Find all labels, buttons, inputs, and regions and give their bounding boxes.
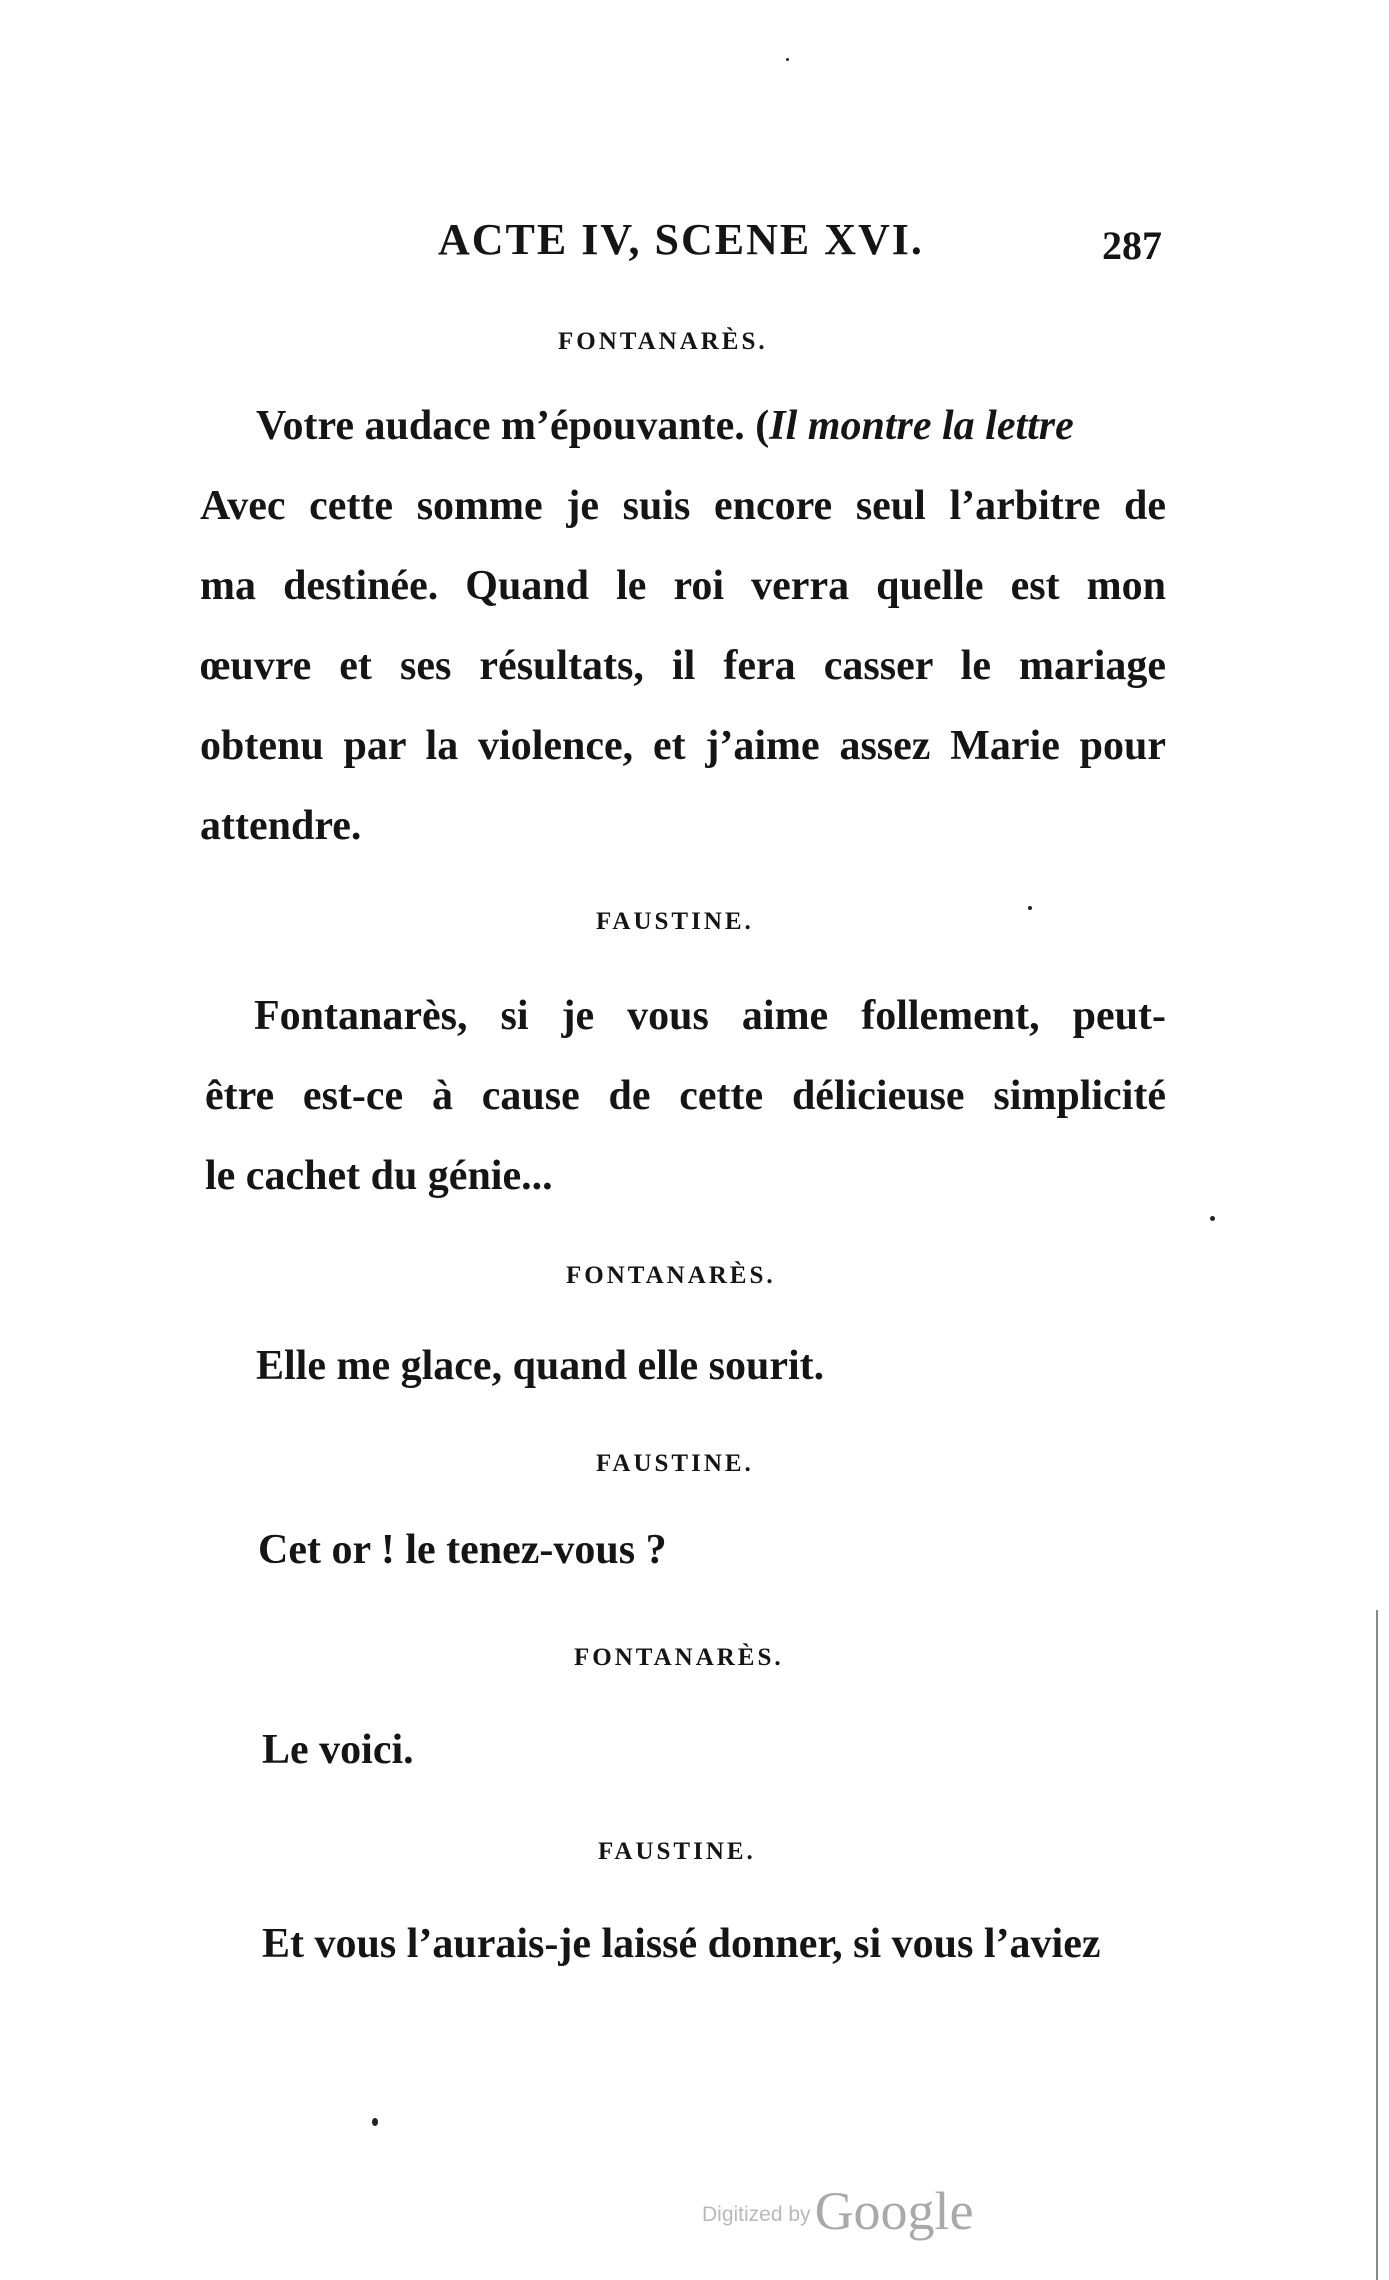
speech-line: Avec cette somme je suis encore seul l’arbitre de <box>200 483 1166 529</box>
speech-line: Elle me glace, quand elle sourit. <box>256 1343 825 1389</box>
speech-line <box>256 402 1074 450</box>
speech-line: Cet or ! le tenez-vous ? <box>258 1527 667 1573</box>
speech-line: être est-ce à cause de cette délicieuse simplicité <box>205 1073 1166 1119</box>
scan-speck <box>786 58 789 61</box>
scan-speck <box>1210 1216 1215 1221</box>
google-logo: Google <box>814 2181 974 2241</box>
digitized-by-google-watermark <box>702 2180 974 2242</box>
speech-line: Fontanarès, si je vous aime follement, peut- <box>254 993 1166 1039</box>
scan-speck <box>372 2118 378 2126</box>
speaker-name: FAUSTINE. <box>598 1838 756 1865</box>
speech-line: Et vous l’aurais-je laissé donner, si vous l’aviez <box>262 1921 1101 1967</box>
speaker-name: FONTANARÈS. <box>566 1262 776 1289</box>
scan-edge <box>1376 1610 1378 2280</box>
page-number: 287 <box>1102 223 1162 268</box>
speech-text: Votre audace m’épouvante. ( <box>256 403 770 449</box>
scan-speck <box>1028 906 1032 910</box>
running-title: ACTE IV, SCENE XVI. <box>438 215 924 264</box>
speaker-name: FONTANARÈS. <box>574 1644 784 1671</box>
speaker-name: FONTANARÈS. <box>558 328 768 355</box>
speech-line: Le voici. <box>262 1727 414 1773</box>
digitized-prefix: Digitized by <box>702 2203 811 2226</box>
speech-line: ma destinée. Quand le roi verra quelle est mon <box>200 563 1166 609</box>
stage-direction: Il montre la lettre <box>769 403 1074 449</box>
speech-line: obtenu par la violence, et j’aime assez Marie pour <box>200 723 1166 769</box>
speech-line: œuvre et ses résultats, il fera casser le mariage <box>200 643 1166 689</box>
speaker-name: FAUSTINE. <box>596 1450 754 1477</box>
speech-line: le cachet du génie... <box>205 1153 553 1199</box>
speech-line: attendre. <box>200 803 362 849</box>
speaker-name: FAUSTINE. <box>596 908 754 935</box>
